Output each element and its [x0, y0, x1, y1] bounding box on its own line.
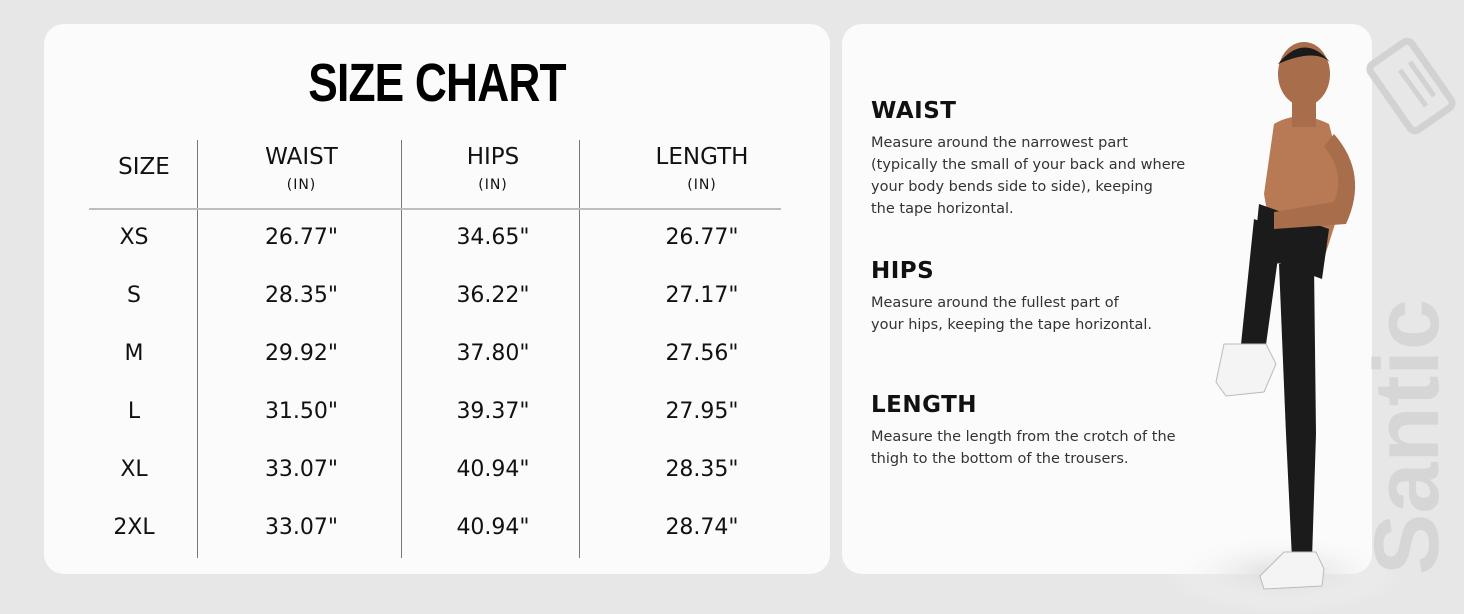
header-waist: [199, 144, 404, 198]
hips-description: [871, 292, 1201, 336]
length-line: Measure the length from the crotch of the: [871, 429, 1176, 445]
header-hips-label: HIPS: [466, 144, 520, 170]
length-cell: 27.95": [665, 399, 739, 424]
raised-shin: [1240, 219, 1282, 359]
waist-cell: 31.50": [264, 399, 339, 424]
header-waist-unit: (IN): [286, 177, 317, 193]
waist-description: [871, 132, 1201, 220]
waist-cell: 28.35": [264, 283, 339, 308]
shoe-top: [1216, 344, 1276, 396]
length-cell: 27.56": [665, 341, 739, 366]
size-cell: S: [127, 283, 141, 308]
measurement-guide-card: [842, 24, 1372, 574]
waist-cell: 29.92": [264, 341, 339, 366]
header-size-label: SIZE: [118, 154, 170, 180]
size-cell: XS: [119, 225, 149, 250]
waist-cell: 26.77": [264, 225, 339, 250]
hips-cell: 34.65": [456, 225, 530, 250]
length-description: [871, 426, 1201, 470]
standing-leg: [1279, 264, 1316, 559]
hips-line: Measure around the fullest part of: [871, 295, 1119, 311]
size-cell: XL: [120, 457, 148, 482]
length-heading: LENGTH: [871, 392, 978, 418]
header-length-label: LENGTH: [655, 144, 749, 170]
waist-line: (typically the small of your back and where: [871, 157, 1186, 173]
header-hips-unit: (IN): [478, 177, 508, 193]
brand-logo-icon: [1368, 39, 1455, 133]
header-size: [89, 154, 199, 180]
header-hips: [404, 144, 582, 198]
size-chart-title: SIZE CHART: [308, 53, 566, 113]
waist-line: the tape horizontal.: [871, 201, 1014, 217]
size-cell: M: [124, 341, 144, 366]
hips-cell: 40.94": [456, 457, 530, 482]
header-waist-label: WAIST: [265, 144, 338, 170]
brand-name: Santic: [1356, 298, 1458, 575]
size-chart-card: [44, 24, 830, 574]
length-cell: 28.35": [665, 457, 739, 482]
length-cell: 26.77": [665, 225, 739, 250]
brand-watermark: [1356, 40, 1458, 580]
waist-line: your body bends side to side), keeping: [871, 179, 1153, 195]
length-cell: 28.74": [665, 515, 739, 540]
hips-cell: 39.37": [456, 399, 530, 424]
length-cell: 27.17": [665, 283, 739, 308]
hips-cell: 40.94": [456, 515, 530, 540]
column-divider: [197, 140, 198, 558]
size-cell: 2XL: [113, 515, 155, 540]
waist-line: Measure around the narrowest part: [871, 135, 1128, 151]
length-line: thigh to the bottom of the trousers.: [871, 451, 1129, 467]
header-length-unit: (IN): [687, 177, 717, 193]
size-cell: L: [127, 399, 141, 424]
neck: [1292, 99, 1316, 127]
hips-cell: 37.80": [456, 341, 530, 366]
hips-cell: 36.22": [456, 283, 530, 308]
waist-cell: 33.07": [264, 457, 339, 482]
header-length: [582, 144, 822, 198]
waist-cell: 33.07": [264, 515, 339, 540]
hips-heading: HIPS: [871, 258, 935, 284]
hips-line: your hips, keeping the tape horizontal.: [871, 317, 1153, 333]
waist-heading: WAIST: [871, 98, 957, 124]
header-divider: [89, 208, 781, 210]
